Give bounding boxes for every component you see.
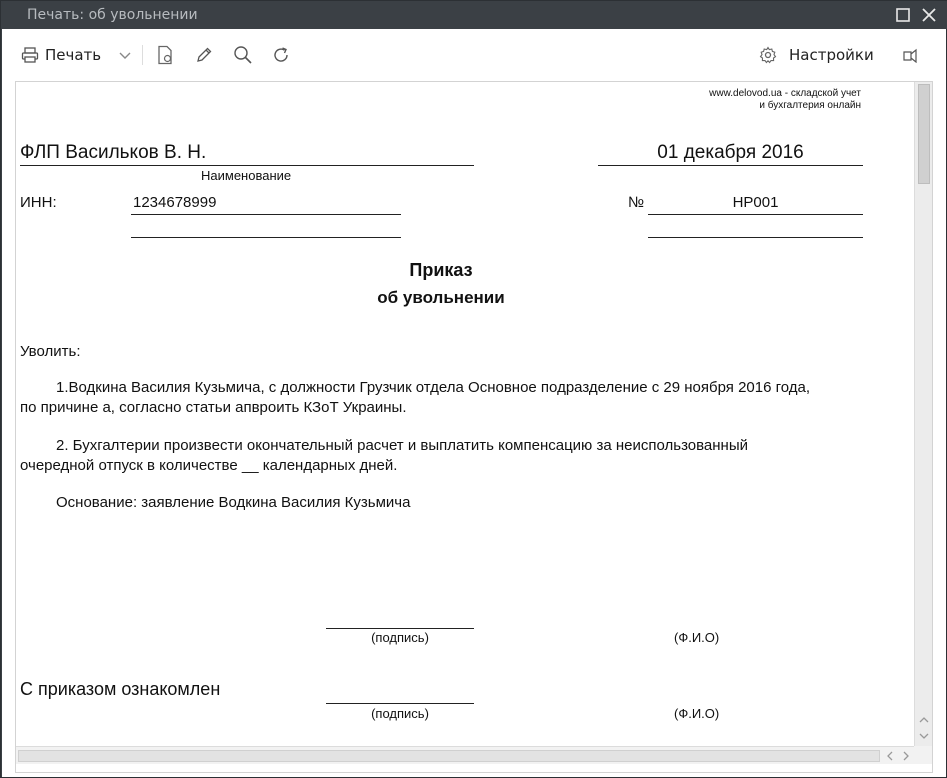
site-line-2: и бухгалтерия онлайн <box>759 100 861 111</box>
signature-caption-2: (подпись) <box>371 706 429 721</box>
company-name: ФЛП Васильков В. Н. <box>20 142 207 163</box>
print-button[interactable] <box>21 43 101 67</box>
chevron-left-icon <box>886 751 894 761</box>
date-underline <box>598 165 863 166</box>
title-bar[interactable] <box>1 1 947 29</box>
maximize-button[interactable] <box>894 6 912 24</box>
close-icon <box>920 6 938 24</box>
scroll-corner <box>914 746 932 764</box>
edit-button[interactable] <box>195 43 213 67</box>
horizontal-scrollbar[interactable] <box>16 746 914 764</box>
inn-label: ИНН: <box>20 194 57 211</box>
number-underline-2 <box>648 237 863 238</box>
inn-underline <box>131 214 401 215</box>
window-content <box>2 29 946 777</box>
signature-line <box>326 628 474 629</box>
paragraph-1-line-1: 1.Водкина Василия Кузьмича, с должности Грузчик отдела Основное подразделение с 29 ноября 2016 года, <box>56 379 811 396</box>
print-dropdown-button[interactable] <box>118 43 132 67</box>
chevron-down-icon <box>118 48 132 62</box>
printer-icon <box>21 46 39 64</box>
fio-caption: (Ф.И.О) <box>674 630 720 645</box>
settings-label: Настройки <box>789 46 874 64</box>
chevron-right-icon <box>902 751 910 761</box>
signature-caption: (подпись) <box>371 630 429 645</box>
company-caption: Наименование <box>201 168 292 183</box>
maximize-icon <box>894 6 912 24</box>
paragraph-1-line-2: по причине а, согласно статьи апвроить КЗоТ Украины. <box>20 399 407 416</box>
number-value: НР001 <box>732 194 779 211</box>
paragraph-2-line-2: очередной отпуск в количестве __ календарных дней. <box>20 457 398 474</box>
dock-button[interactable] <box>902 43 918 67</box>
document-subtitle: об увольнении <box>377 288 505 307</box>
close-button[interactable] <box>920 6 938 24</box>
inn-value: 1234678999 <box>133 194 217 211</box>
paragraph-2-line-1: 2. Бухгалтерии произвести окончательный расчет и выплатить компенсацию за неиспользованный <box>56 437 748 454</box>
toolbar-divider <box>142 45 143 65</box>
document-date: 01 декабря 2016 <box>657 142 804 163</box>
chevron-down-small-icon <box>919 732 929 740</box>
search-icon <box>233 45 253 65</box>
number-underline <box>648 214 863 215</box>
refresh-button[interactable] <box>272 43 290 67</box>
toolbar <box>2 29 946 81</box>
refresh-icon <box>272 46 290 64</box>
fio-caption-2: (Ф.И.О) <box>674 706 720 721</box>
number-label: № <box>628 194 645 211</box>
print-label: Печать <box>45 46 102 64</box>
dismiss-label: Уволить: <box>20 343 81 360</box>
scroll-right-button[interactable] <box>898 747 914 765</box>
document-settings-button[interactable] <box>156 43 174 67</box>
window-title: Печать: об увольнении <box>27 7 198 23</box>
chevron-up-icon <box>919 716 929 724</box>
acquainted-label: С приказом ознакомлен <box>20 679 221 699</box>
inn-underline-2 <box>131 237 401 238</box>
scroll-up-button[interactable] <box>915 712 933 728</box>
gear-icon <box>759 46 777 64</box>
site-credit <box>709 88 861 112</box>
signature-line-2 <box>326 703 474 704</box>
dock-icon <box>902 47 918 63</box>
vertical-scrollbar[interactable] <box>914 82 932 746</box>
document-page <box>16 82 914 746</box>
horizontal-scroll-thumb[interactable] <box>18 750 880 762</box>
settings-button[interactable] <box>759 43 874 67</box>
vertical-scroll-thumb[interactable] <box>918 84 930 184</box>
scroll-down-button[interactable] <box>915 728 933 744</box>
document-preview[interactable] <box>15 81 933 773</box>
document-title: Приказ <box>409 260 473 280</box>
pencil-icon <box>195 46 213 64</box>
document-settings-icon <box>156 45 174 65</box>
site-line-1: www.delovod.ua - складской учет <box>709 88 861 99</box>
scroll-left-button[interactable] <box>882 747 898 765</box>
search-button[interactable] <box>233 43 253 67</box>
company-underline <box>20 165 474 166</box>
basis-text: Основание: заявление Водкина Василия Кузьмича <box>56 494 411 511</box>
